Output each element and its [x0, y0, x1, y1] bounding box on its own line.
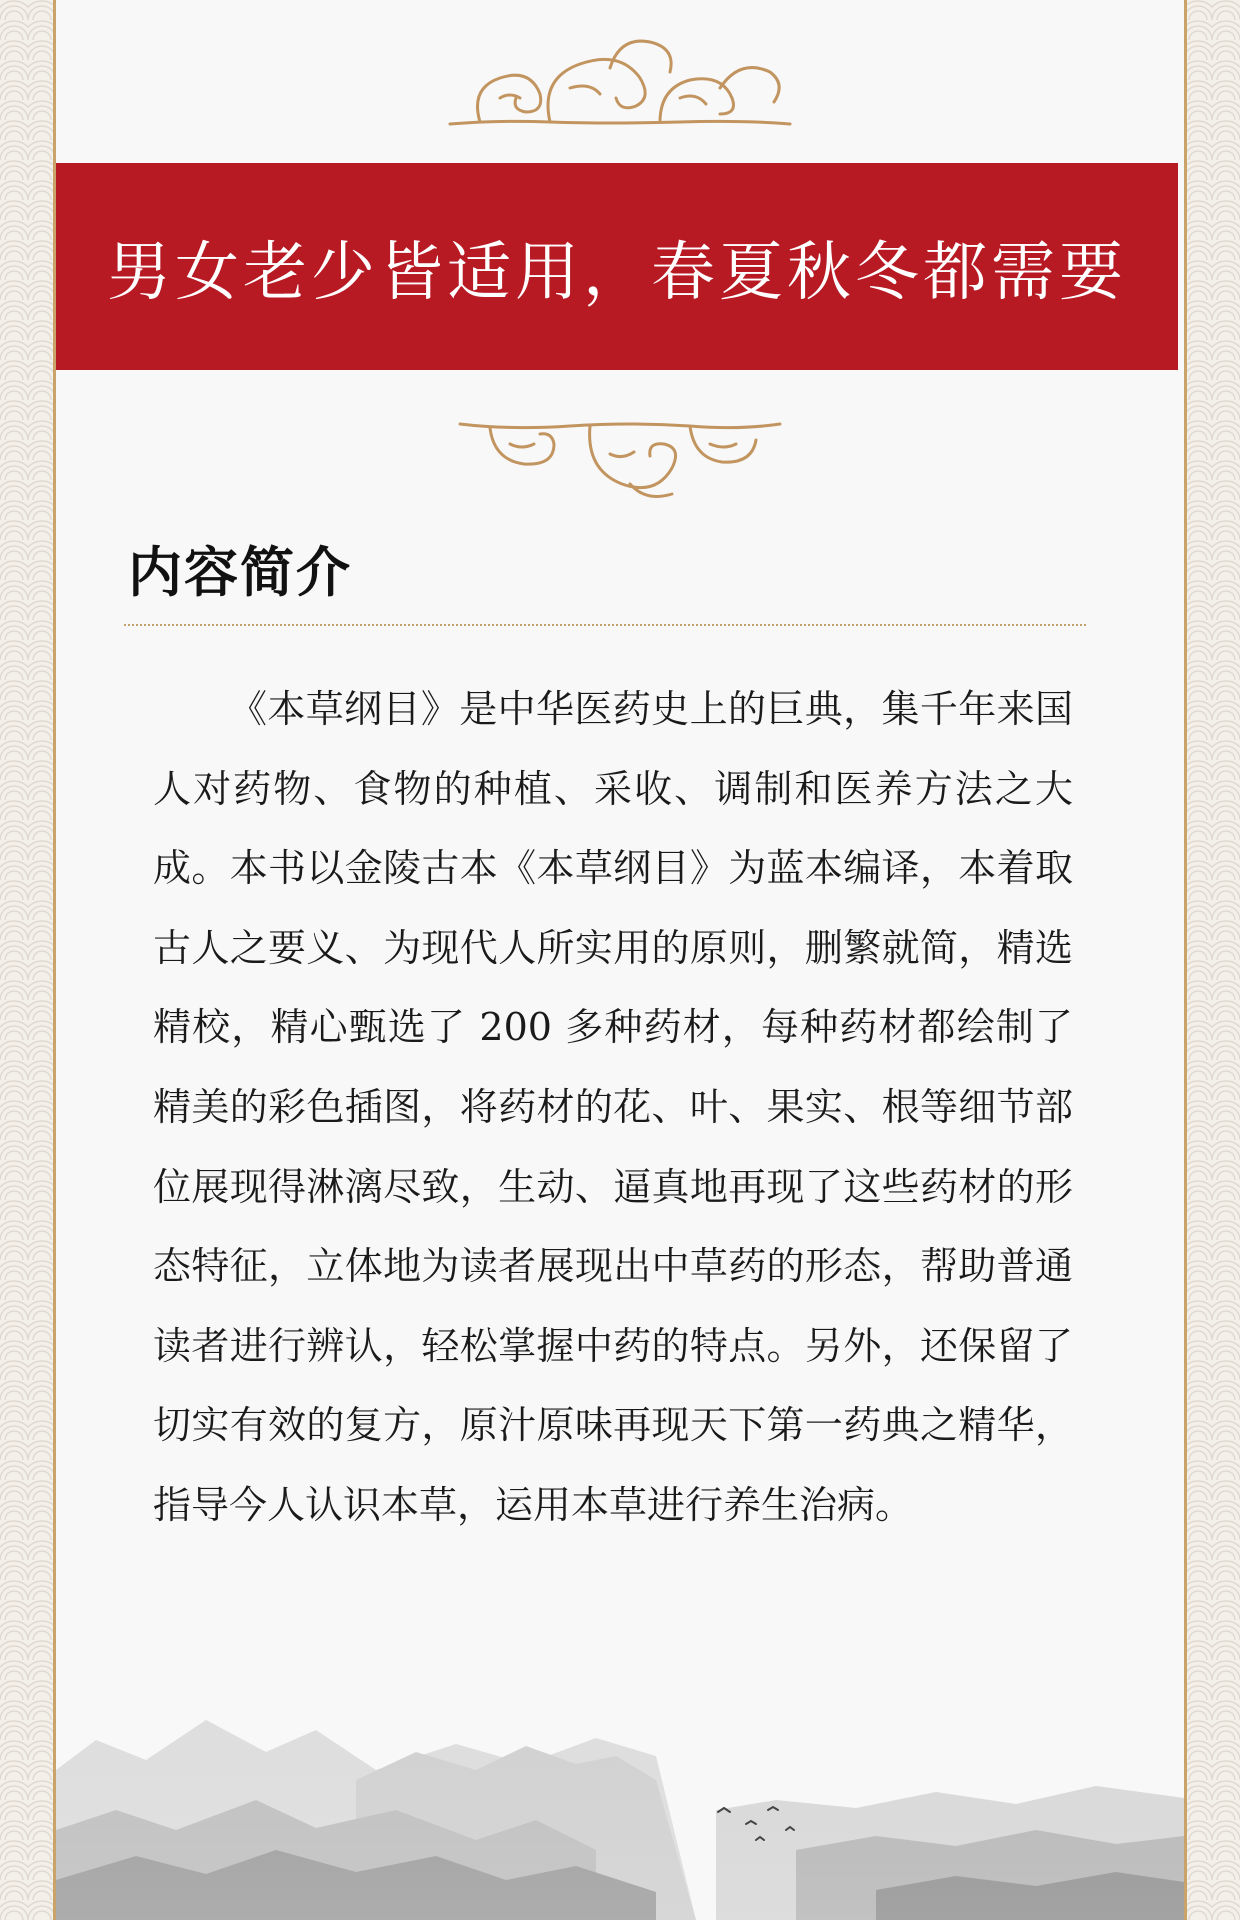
intro-paragraph: 《本草纲目》是中华医药史上的巨典，集千年来国人对药物、食物的种植、采收、调制和医养方法之大成。本书以金陵古本《本草纲目》为蓝本编译，本着取古人之要义、为现代人所实用的原则，删繁就简，精选精校，精心甄选了 200 多种药材，每种药材都绘制了精美的彩色插图，将药材的花、叶、果实、根等细节部位展现得淋漓尽致，生动、逼真地再现了这些药材的形态特征，立体地为读者展现出中草药的形态，帮助普通读者进行辨认，轻松掌握中药的特点。另外，还保留了切实有效的复方，原汁原味再现天下第一药典之精华，指导今人认识本草，运用本草进行养生治病。	[153, 687, 1073, 1527]
right-wave-border	[1184, 0, 1240, 1920]
promo-banner	[56, 163, 1178, 370]
auspicious-cloud-icon	[450, 404, 790, 504]
gold-border-right	[1184, 0, 1187, 1920]
divider	[124, 624, 1086, 626]
content-panel	[56, 0, 1184, 1920]
banner-text: 男女老少皆适用，春夏秋冬都需要	[107, 235, 1127, 310]
ink-landscape-illustration	[56, 1660, 1184, 1920]
left-wave-border	[0, 0, 56, 1920]
section-title: 内容简介	[128, 541, 352, 604]
gold-border-left	[53, 0, 56, 1920]
auspicious-cloud-icon	[440, 28, 800, 138]
